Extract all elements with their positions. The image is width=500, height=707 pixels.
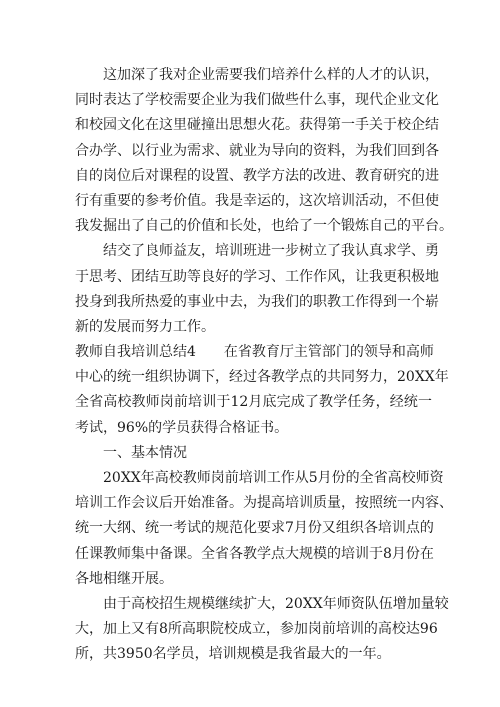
text-line: 统一大纲、统一考试的规范化要求7月份又组织各培训点的 <box>75 520 434 537</box>
paragraph <box>75 592 449 668</box>
text-line: 20XX年高校教师岗前培训工作从5月份的全省高校师资 <box>103 470 444 486</box>
text-line: 结交了良师益友，培训班进一步树立了我认真求学、勇 <box>103 243 439 260</box>
text-line: 由于高校招生规模继续扩大，20XX年师资队伍增加量较 <box>103 595 449 612</box>
paragraph <box>75 340 449 441</box>
text-line: 同时表达了学校需要企业为我们做些什么事，现代企业文化 <box>75 92 439 109</box>
text-line: 所，共3950名学员，培训规模是我省最大的一年。 <box>75 646 391 663</box>
paragraph <box>75 63 453 239</box>
document-page <box>75 63 453 668</box>
text-line: 合办学、以行业为需求、就业为导向的资料，为我们回到各 <box>75 142 439 159</box>
paragraph <box>75 239 439 340</box>
text-line: 培训工作会议后开始准备。为提高培训质量，按照统一内容、 <box>75 495 453 512</box>
text-line: 任课教师集中备课。全省各教学点大规模的培训于8月份在 <box>75 545 434 562</box>
paragraph <box>75 466 453 592</box>
text-line: 全省高校教师岗前培训于12月底完成了教学任务，经统一 <box>75 394 432 411</box>
text-line: 于思考、团结互助等良好的学习、工作作风，让我更积极地 <box>75 268 439 285</box>
subsection-heading: 一、基本情况 <box>103 444 187 461</box>
text-line: 和校园文化在这里碰撞出思想火花。获得第一手关于校企结 <box>75 117 439 134</box>
text-line: 行有重要的参考价值。我是幸运的，这次培训活动，不但使 <box>75 192 439 209</box>
section-heading-line: 教师自我培训总结4 在省教育厅主管部门的领导和高师 <box>75 344 434 361</box>
text-line: 投身到我所热爱的事业中去，为我们的职教工作得到一个崭 <box>75 293 439 310</box>
paragraph <box>75 441 432 466</box>
text-line: 这加深了我对企业需要我们培养什么样的人才的认识， <box>103 67 439 83</box>
text-line: 各地相继开展。 <box>75 570 173 587</box>
text-line: 中心的统一组织协调下，经过各教学点的共同努力，20XX年 <box>75 369 449 386</box>
text-line: 自的岗位后对课程的设置、教学方法的改进、教育研究的进 <box>75 167 439 184</box>
text-line: 新的发展而努力工作。 <box>75 318 215 335</box>
text-line: 考试，96%的学员获得合格证书。 <box>75 419 289 436</box>
text-line: 我发掘出了自己的价值和长处，也给了一个锻炼自己的平台。 <box>75 218 453 235</box>
text-line: 大，加上又有8所高职院校成立，参加岗前培训的高校达96 <box>75 621 438 638</box>
